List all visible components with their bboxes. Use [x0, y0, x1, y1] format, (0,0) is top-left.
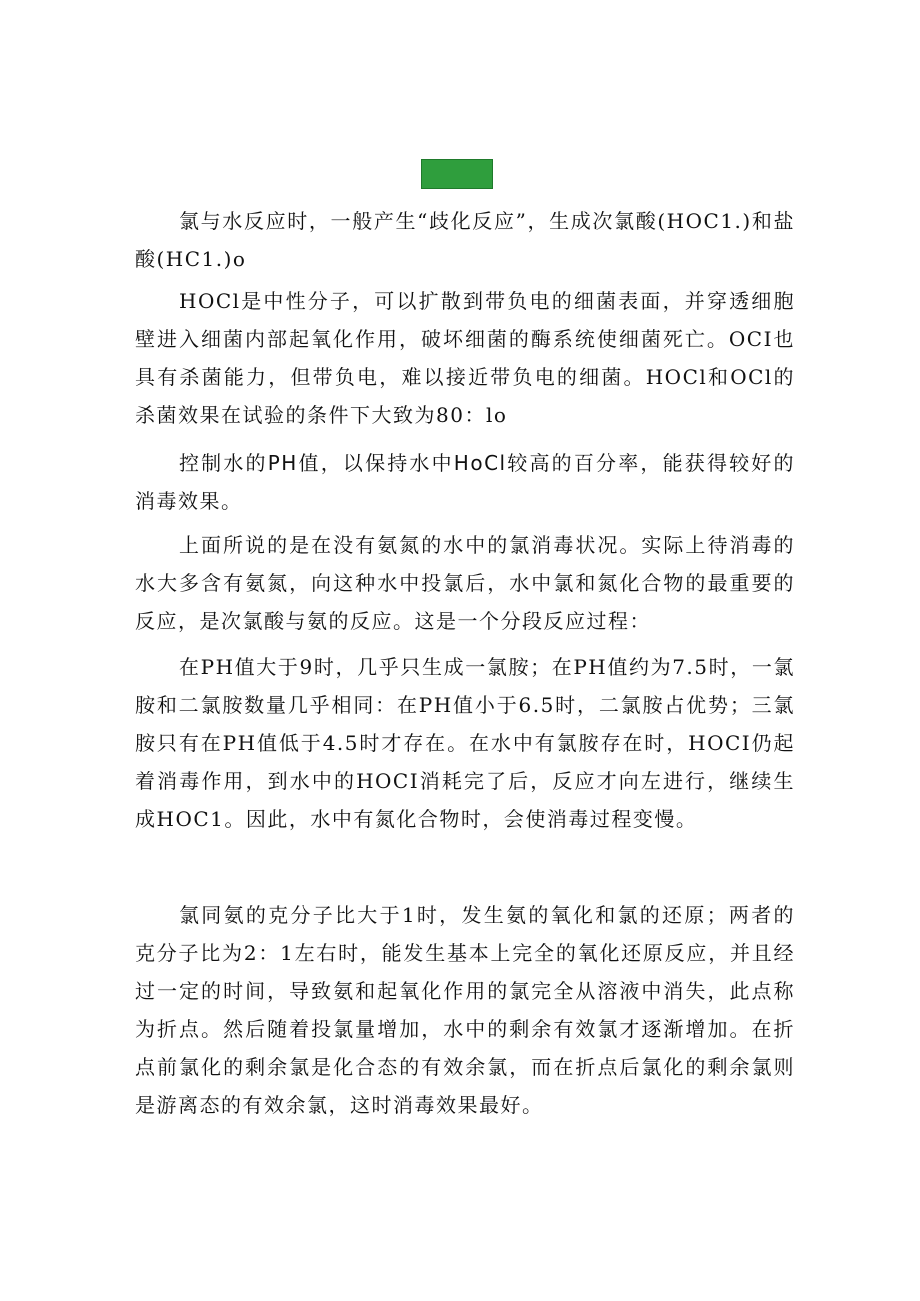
header-highlight-box [421, 159, 493, 189]
paragraph-4: 上面所说的是在没有氨氮的水中的氯消毒状况。实际上待消毒的水大多含有氨氮，向这种水中投氯后，水中氯和氮化合物的最重要的反应，是次氯酸与氨的反应。这是一个分段反应过程： [135, 533, 795, 633]
paragraph-5: 在PH值大于9时，几乎只生成一氯胺；在PH值约为7.5时，一氯胺和二氯胺数量几乎相同：在PH值小于6.5时，二氯胺占优势；三氯胺只有在PH值低于4.5时才存在。在水中有氯胺存在时，HOCI仍起着消毒作用，到水中的HOCI消耗完了后，反应才向左进行，继续生成HOC1。因此，水中有氮化合物时，会使消毒过程变慢。 [135, 655, 795, 831]
paragraph-1: 氯与水反应时，一般产生“歧化反应”，生成次氯酸(HOC1.)和盐酸(HC1.)o [135, 209, 795, 271]
paragraph-6: 氯同氨的克分子比大于1时，发生氨的氧化和氯的还原；两者的克分子比为2：1左右时，能发生基本上完全的氧化还原反应，并且经过一定的时间，导致氨和起氧化作用的氯完全从溶液中消失，此点称为折点。然后随着投氯量增加，水中的剩余有效氯才逐渐增加。在折点前氯化的剩余氯是化合态的有效余氯，而在折点后氯化的剩余氯则是游离态的有效余氯，这时消毒效果最好。 [135, 903, 795, 1117]
paragraph-3: 控制水的PH值，以保持水中HoCl较高的百分率，能获得较好的消毒效果。 [135, 451, 795, 513]
paragraph-2: HOCl是中性分子，可以扩散到带负电的细菌表面，并穿透细胞壁进入细菌内部起氧化作用，破坏细菌的酶系统使细菌死亡。OCI也具有杀菌能力，但带负电，难以接近带负电的细菌。HOCl和OCl的杀菌效果在试验的条件下大致为80：lo [135, 289, 795, 427]
